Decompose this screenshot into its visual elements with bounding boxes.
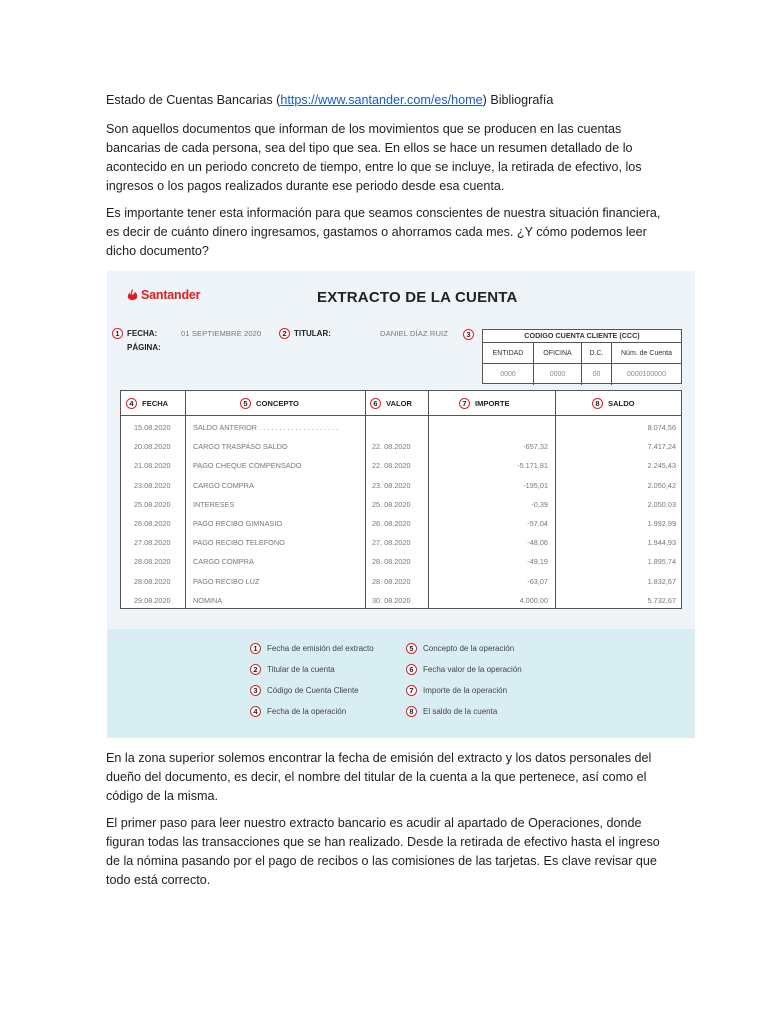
ccc-value-numero: 0000100000 xyxy=(627,371,666,378)
col-header-fecha-label: FECHA xyxy=(142,398,169,408)
col-header-importe xyxy=(459,391,510,415)
legend-text: Importe de la operación xyxy=(423,686,508,695)
col-header-importe-label: IMPORTE xyxy=(475,398,510,408)
table-cell-saldo: 2.245,43 xyxy=(647,461,676,471)
table-cell-concepto: CARGO COMPRA xyxy=(193,480,254,490)
statement-title: EXTRACTO DE LA CUENTA xyxy=(317,289,518,306)
table-cell-valor: 23. 08.2020 xyxy=(372,480,411,490)
table-cell-concepto: INTERESES xyxy=(193,499,235,509)
legend-marker: 5 xyxy=(406,643,417,654)
table-cell-valor: 30. 08.2020 xyxy=(372,595,411,605)
legend-text: Fecha de emisión del extracto xyxy=(267,644,374,653)
col-header-valor-label: VALOR xyxy=(386,398,413,408)
table-cell-valor: 28. 08.2020 xyxy=(372,557,411,567)
table-cell-concepto: PAGO CHEQUE COMPENSADO xyxy=(193,461,302,471)
ccc-header-oficina: OFICINA xyxy=(534,343,582,363)
table-cell-saldo: 7.417,24 xyxy=(647,442,676,452)
legend-marker: 1 xyxy=(250,643,261,654)
table-cell-concepto: PAGO RECIBO GIMNASIO xyxy=(193,519,283,528)
santander-link[interactable]: https://www.santander.com/es/home xyxy=(280,93,483,107)
table-cell-saldo: 1.895,74 xyxy=(647,557,676,567)
ccc-caption: CODIGO CUENTA CLIENTE (CCC) xyxy=(483,330,681,343)
table-cell-importe: -63,07 xyxy=(527,576,548,586)
titular-label-group xyxy=(279,328,331,339)
marker-5: 5 xyxy=(240,398,251,409)
ccc-marker-group xyxy=(463,329,474,340)
flame-icon xyxy=(127,289,138,301)
legend-marker: 6 xyxy=(406,664,417,675)
table-cell-fecha: 28.08.2020 xyxy=(134,557,171,567)
paragraph-operations: El primer paso para leer nuestro extracto bancario es acudir al apartado de Operaciones, donde figuran todas las transacciones que se han realizado. Desde la retirada de efectivo hasta el ingreso de la nómina pasando por el pago de recibos o las comisiones de las tarjetas. Es clave revisar que todo está correcto. xyxy=(106,816,660,887)
table-cell-valor: 22. 08.2020 xyxy=(372,442,411,452)
table-cell-saldo: 2.050,42 xyxy=(647,480,676,490)
marker-7: 7 xyxy=(459,398,470,409)
col-header-saldo xyxy=(592,391,635,415)
operations-table xyxy=(120,390,682,609)
table-cell-importe: 4.000,00 xyxy=(519,595,548,605)
legend-text: Fecha valor de la operación xyxy=(423,665,522,674)
table-divider xyxy=(428,391,429,608)
table-cell-fecha: 29.08.2020 xyxy=(134,595,171,605)
ccc-value-dc: 00 xyxy=(582,364,612,385)
table-cell-concepto: SALDO ANTERIOR . . . . . . . . . . . . . . . . . . . . xyxy=(193,423,339,432)
legend-marker: 8 xyxy=(406,706,417,717)
marker-8: 8 xyxy=(592,398,603,409)
table-cell-fecha: 21.08.2020 xyxy=(134,461,171,471)
table-cell-valor: 26. 08.2020 xyxy=(372,519,411,528)
titular-value: DANIEL DÍAZ RUIZ xyxy=(380,329,448,338)
table-cell-concepto: PAGO RECIBO LUZ xyxy=(193,576,260,586)
legend-item xyxy=(406,643,514,654)
col-header-saldo-label: SALDO xyxy=(608,398,635,408)
table-header-line xyxy=(121,415,681,416)
intro-title-prefix: Estado de Cuentas Bancarias ( xyxy=(106,93,281,107)
titular-label: TITULAR: xyxy=(294,329,331,338)
marker-4: 4 xyxy=(126,398,137,409)
fecha-label: FECHA: xyxy=(127,329,158,338)
table-cell-importe: -5.171,81 xyxy=(517,461,548,471)
ccc-value-oficina: 0000 xyxy=(534,364,582,385)
legend-item xyxy=(250,706,346,717)
table-cell-valor: 28. 08.2020 xyxy=(372,576,411,586)
legend-item xyxy=(250,664,335,675)
brand-name: Santander xyxy=(141,288,201,302)
intro-line xyxy=(106,91,553,110)
intro-title-suffix: ) Bibliografía xyxy=(482,93,554,107)
table-cell-concepto: CARGO TRASPASO SALDO xyxy=(193,442,288,452)
table-cell-fecha: 28.08.2020 xyxy=(134,576,171,586)
santander-logo xyxy=(127,288,200,302)
legend-text: Concepto de la operación xyxy=(423,644,515,653)
table-cell-importe: -57,04 xyxy=(527,519,548,528)
legend-item xyxy=(250,643,374,654)
legend-item xyxy=(406,685,507,696)
pagina-label: PÁGINA: xyxy=(127,343,161,352)
table-cell-concepto: PAGO RECIBO TELEFONO xyxy=(193,538,285,548)
table-cell-concepto: CARGO COMPRA xyxy=(193,557,254,567)
legend-marker: 3 xyxy=(250,685,261,696)
ccc-header-dc: D.C. xyxy=(582,343,612,363)
marker-3: 3 xyxy=(463,329,474,340)
fecha-value: 01 SEPTIEMBRE 2020 xyxy=(181,329,262,338)
legend-marker: 7 xyxy=(406,685,417,696)
table-cell-concepto: NOMINA xyxy=(193,595,223,605)
ccc-header-numero: Núm. de Cuenta xyxy=(621,349,672,357)
table-divider xyxy=(185,391,186,608)
statement-figure xyxy=(107,271,695,738)
table-cell-valor: 25. 08.2020 xyxy=(372,499,411,509)
legend-marker: 4 xyxy=(250,706,261,717)
ccc-value-row xyxy=(483,364,681,385)
table-cell-importe: -195,01 xyxy=(523,480,548,490)
table-cell-saldo: 5.732,67 xyxy=(647,595,676,605)
legend-text: Fecha de la operación xyxy=(267,707,347,716)
table-cell-fecha: 15.08.2020 xyxy=(134,423,171,432)
table-cell-importe: -0,39 xyxy=(531,499,548,509)
col-header-fecha xyxy=(126,391,168,415)
table-cell-fecha: 27.08.2020 xyxy=(134,538,171,548)
table-divider xyxy=(365,391,366,608)
paragraph-top-zone: En la zona superior solemos encontrar la fecha de emisión del extracto y los datos personales del dueño del documento, es decir, el nombre del titular de la cuenta a la que pertenece, así como el código de la misma. xyxy=(106,751,652,803)
marker-2: 2 xyxy=(279,328,290,339)
paragraph-importance: Es importante tener esta información para que seamos conscientes de nuestra situación financiera, es decir de cuánto dinero ingresamos, gastamos o ahorramos cada mes. ¿Y cómo podemos leer dicho documento? xyxy=(106,206,661,258)
marker-6: 6 xyxy=(370,398,381,409)
table-cell-saldo: 1.832,67 xyxy=(647,576,676,586)
ccc-header-row xyxy=(483,343,681,364)
fecha-label-group xyxy=(112,328,157,339)
ccc-box xyxy=(482,329,682,384)
paragraph-definition: Son aquellos documentos que informan de los movimientos que se producen en las cuentas bancarias de cada persona, sea del tipo que sea. En ellos se hace un resumen detallado de lo acontecido en un periodo concreto de tiempo, entre lo que se incluye, la retirada de efectivo, los ingresos o los pagos realizados durante ese periodo desde esa cuenta. xyxy=(106,122,642,193)
legend-item xyxy=(406,706,497,717)
table-cell-saldo: 8.074,56 xyxy=(647,423,676,432)
ccc-value-entidad: 0000 xyxy=(483,364,534,385)
table-cell-saldo: 1.944,93 xyxy=(647,538,676,548)
table-cell-valor: 27. 08.2020 xyxy=(372,538,411,548)
table-cell-saldo: 2.050,03 xyxy=(647,499,676,509)
table-cell-fecha: 25.08.2020 xyxy=(134,499,171,509)
table-cell-fecha: 23.08.2020 xyxy=(134,480,171,490)
table-cell-saldo: 1.992,99 xyxy=(647,519,676,528)
table-cell-importe: -657,32 xyxy=(523,442,548,452)
marker-1: 1 xyxy=(112,328,123,339)
legend-text: Titular de la cuenta xyxy=(267,665,335,674)
legend-marker: 2 xyxy=(250,664,261,675)
table-cell-importe: -48,06 xyxy=(527,538,548,548)
table-cell-importe: -49,19 xyxy=(527,557,548,567)
legend-item xyxy=(250,685,359,696)
legend-panel xyxy=(107,629,695,738)
ccc-header-entidad: ENTIDAD xyxy=(483,343,534,363)
table-divider xyxy=(555,391,556,608)
legend-text: Código de Cuenta Cliente xyxy=(267,686,359,695)
table-cell-valor: 22. 08.2020 xyxy=(372,461,411,471)
col-header-concepto xyxy=(240,391,299,415)
col-header-valor xyxy=(370,391,412,415)
col-header-concepto-label: CONCEPTO xyxy=(256,398,299,408)
table-cell-fecha: 20.08.2020 xyxy=(134,442,171,452)
table-cell-fecha: 26.08.2020 xyxy=(134,519,171,528)
legend-item xyxy=(406,664,522,675)
legend-text: El saldo de la cuenta xyxy=(423,707,498,716)
